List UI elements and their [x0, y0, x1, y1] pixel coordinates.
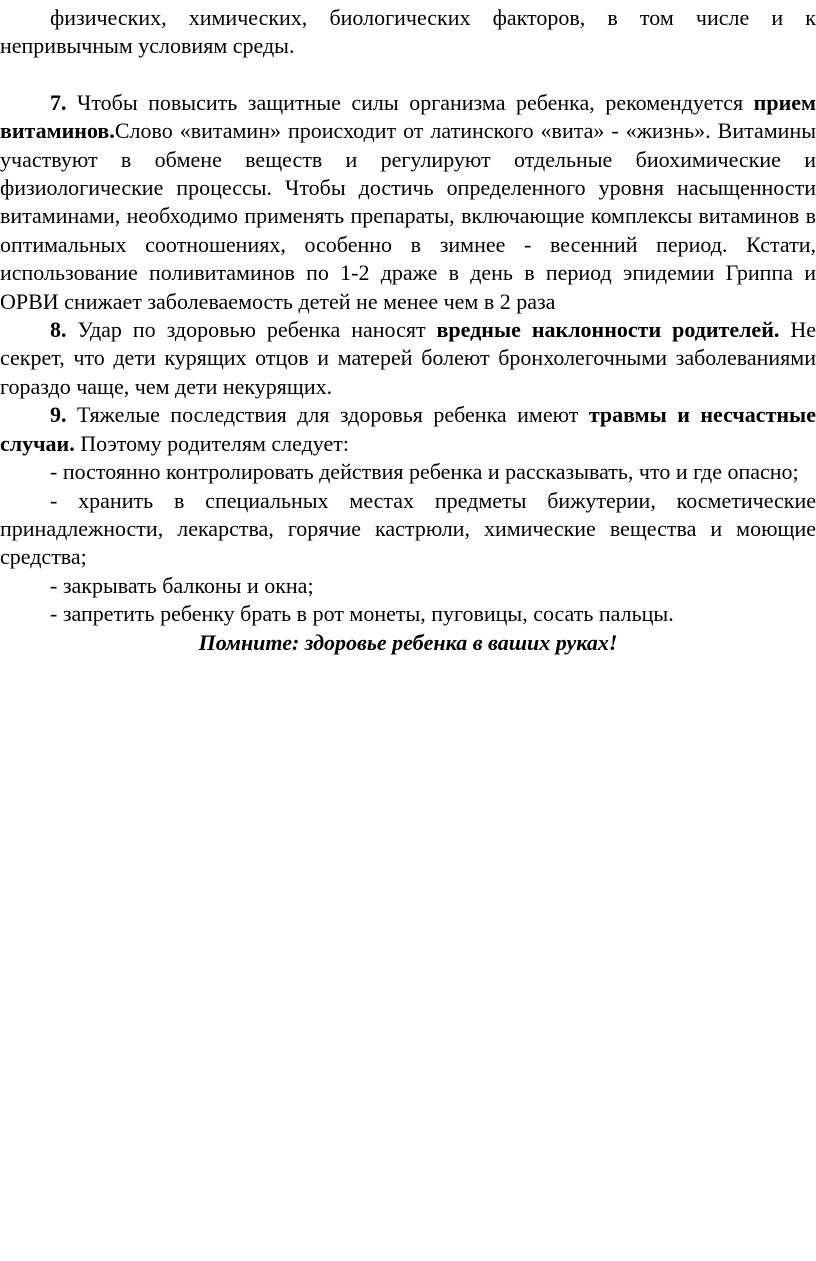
- intro-paragraph: физических, химических, биологических факторов, в том числе и к непривычным условиям среды.: [0, 5, 816, 59]
- advice-item: - постоянно контролировать действия ребенка и рассказывать, что и где опасно;: [50, 459, 799, 485]
- item-9-rest: Поэтому родителям следует:: [74, 430, 349, 456]
- document-page: [0, 4, 816, 657]
- item-9-number: 9.: [50, 402, 67, 428]
- item-7-lead: Чтобы повысить защитные силы организма ребенка, рекомендуется: [66, 89, 754, 115]
- item-9-bold: травмы и несчастные случаи.: [0, 402, 816, 456]
- advice-item: - хранить в специальных местах предметы бижутерии, косметические принадлежности, лекарства, горячие кастрюли, химические вещества и моющие средства;: [0, 487, 816, 570]
- advice-item: - закрывать балконы и окна;: [50, 572, 314, 598]
- closing-line: Помните: здоровье ребенка в ваших руках!: [198, 629, 618, 655]
- item-8-lead: Удар по здоровью ребенка наносят: [66, 317, 437, 343]
- paragraph-gap: [0, 61, 816, 89]
- item-8-rest: Не секрет, что дети курящих отцов и матерей болеют бронхолегочными заболеваниями гораздо чаще, чем дети некурящих.: [0, 317, 816, 399]
- item-7-bold: прием витаминов.: [0, 89, 816, 144]
- item-8-bold: вредные наклонности родителей.: [436, 317, 780, 343]
- item-9-lead: Тяжелые последствия для здоровья ребенка имеют: [66, 402, 589, 428]
- advice-item: - запретить ребенку брать в рот монеты, пуговицы, сосать пальцы.: [50, 601, 674, 627]
- item-7-number: 7.: [50, 89, 67, 115]
- item-7-paragraph: [0, 89, 816, 316]
- item-9-paragraph: [0, 401, 816, 458]
- item-8-number: 8.: [50, 317, 67, 343]
- item-8-paragraph: [0, 316, 816, 401]
- item-7-rest: Слово «витамин» происходит от латинского «вита» - «жизнь». Витамины участвуют в обмене веществ и регулируют отдельные биохимические и физиологические процессы. Чтобы достичь определенного уровня насыщенности витаминами, необходимо применять препараты, включающие комплексы витаминов в оптимальных соотношениях, особенно в зимнее - весенний период. Кстати, использование поливитаминов по 1-2 драже в день в период эпидемии Гриппа и ОРВИ снижает заболеваемость детей не менее чем в 2 раза: [0, 118, 816, 314]
